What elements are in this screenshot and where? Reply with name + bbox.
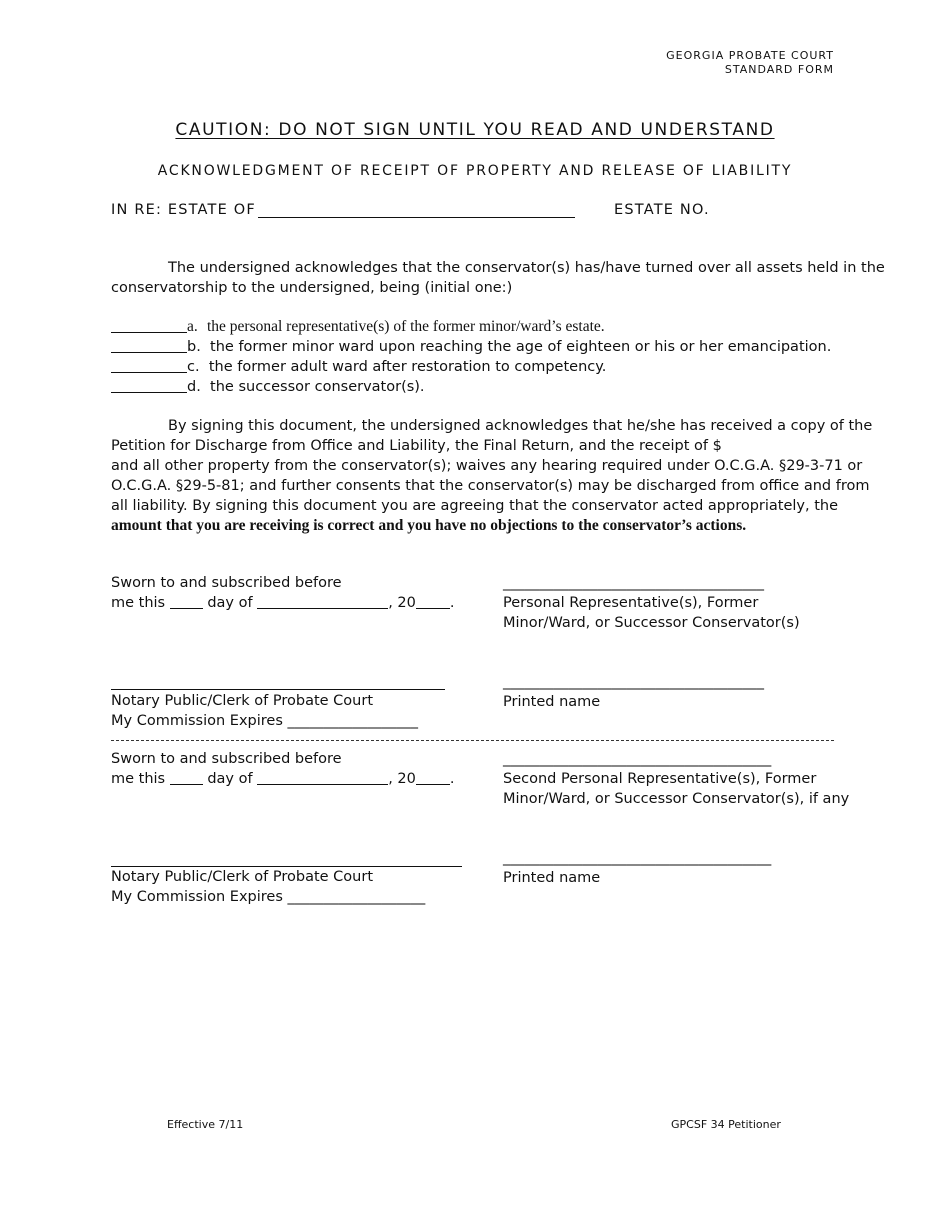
release-line-6-bold: amount that you are receiving is correct and you have no objections to the conservator’s actions. <box>111 517 747 534</box>
signature-block-1 <box>503 573 800 633</box>
estate-name-field[interactable] <box>258 217 575 218</box>
commission-expires[interactable]: My Commission Expires __________________ <box>111 713 418 729</box>
option-c-initial-field[interactable] <box>111 358 187 373</box>
signature-block-2 <box>503 749 849 809</box>
sworn-text: Sworn to and subscribed before <box>111 575 342 591</box>
printed-name-line[interactable]: _____________________________________ <box>503 850 772 866</box>
signature-line[interactable]: ____________________________________ <box>503 575 764 591</box>
day-field[interactable] <box>170 594 203 609</box>
option-text: the successor conservator(s). <box>210 379 425 395</box>
release-line-4: O.C.G.A. §29-5-81; and further consents that the conservator(s) may be discharged from office and from <box>111 478 870 494</box>
notary-block-2 <box>111 749 455 789</box>
caution-title: CAUTION: DO NOT SIGN UNTIL YOU READ AND UNDERSTAND <box>175 120 775 140</box>
option-letter: d. <box>187 379 201 395</box>
effective-date: Effective 7/11 <box>167 1118 244 1131</box>
option-c <box>111 357 831 377</box>
option-d-initial-field[interactable] <box>111 378 187 393</box>
option-letter: c. <box>187 359 200 375</box>
signature-line[interactable]: _____________________________________ <box>503 751 772 767</box>
option-d <box>111 377 831 397</box>
option-a <box>111 317 831 337</box>
signature-label-2: Minor/Ward, or Successor Conservator(s), if any <box>503 791 850 807</box>
year-field[interactable] <box>416 770 450 785</box>
signature-label-1: Personal Representative(s), Former <box>503 595 759 611</box>
notary-info-1 <box>111 691 418 731</box>
release-line-5: all liability. By signing this document you are agreeing that the conservator acted appropriately, the <box>111 498 839 514</box>
printed-name-block-2 <box>503 848 771 888</box>
year-field[interactable] <box>416 594 450 609</box>
printed-name-block-1 <box>503 672 764 712</box>
intro-line-1: The undersigned acknowledges that the conservator(s) has/have turned over all assets held in the <box>168 260 885 276</box>
court-name: GEORGIA PROBATE COURT <box>666 49 834 62</box>
intro-line-2: conservatorship to the undersigned, being (initial one:) <box>111 280 513 296</box>
option-b-initial-field[interactable] <box>111 338 187 353</box>
signature-label-1: Second Personal Representative(s), Former <box>503 771 817 787</box>
option-letter: b. <box>187 339 201 355</box>
document-subtitle: ACKNOWLEDGMENT OF RECEIPT OF PROPERTY AND RELEASE OF LIABILITY <box>157 163 793 179</box>
option-a-initial-field[interactable] <box>111 318 187 333</box>
release-paragraph <box>111 416 872 536</box>
day-of-label: day of <box>207 595 253 611</box>
printed-name-label: Printed name <box>503 870 601 886</box>
date-line: me this day of , 20 . <box>111 771 455 787</box>
option-letter: a. <box>187 318 198 335</box>
month-field[interactable] <box>257 770 388 785</box>
release-line-3: and all other property from the conservator(s); waives any hearing required under O.C.G.A. §29-3-71 or <box>111 458 863 474</box>
option-text: the former minor ward upon reaching the age of eighteen or his or her emancipation. <box>210 339 832 355</box>
notary-block-1 <box>111 573 455 613</box>
release-line-2: Petition for Discharge from Office and Liability, the Final Return, and the receipt of $ <box>111 438 722 454</box>
notary-label: Notary Public/Clerk of Probate Court <box>111 693 374 709</box>
notary-info-2 <box>111 867 425 907</box>
printed-name-label: Printed name <box>503 694 601 710</box>
option-text: the personal representative(s) of the former minor/ward’s estate. <box>206 318 605 335</box>
form-type: STANDARD FORM <box>724 63 834 76</box>
notary-signature-line[interactable] <box>111 689 445 690</box>
month-field[interactable] <box>257 594 388 609</box>
day-of-label: day of <box>207 771 253 787</box>
estate-of-label: IN RE: ESTATE OF <box>111 202 256 218</box>
sworn-text: Sworn to and subscribed before <box>111 751 342 767</box>
year-label: , 20 <box>388 595 416 611</box>
intro-paragraph <box>111 258 885 298</box>
day-field[interactable] <box>170 770 203 785</box>
printed-name-line[interactable]: ____________________________________ <box>503 674 764 690</box>
option-b <box>111 337 831 357</box>
option-text: the former adult ward after restoration to competency. <box>208 359 607 375</box>
date-line: me this day of , 20 . <box>111 595 455 611</box>
form-id: GPCSF 34 Petitioner <box>671 1118 781 1131</box>
initial-options <box>111 317 831 397</box>
me-this-label: me this <box>111 771 166 787</box>
signature-label-2: Minor/Ward, or Successor Conservator(s) <box>503 615 800 631</box>
year-label: , 20 <box>388 771 416 787</box>
estate-number-label: ESTATE NO. <box>614 202 710 218</box>
me-this-label: me this <box>111 595 166 611</box>
commission-expires[interactable]: My Commission Expires ___________________ <box>111 889 426 905</box>
form-header <box>666 49 834 77</box>
section-divider <box>111 740 834 741</box>
release-line-1: By signing this document, the undersigned acknowledges that he/she has received a copy of the <box>168 418 873 434</box>
notary-label: Notary Public/Clerk of Probate Court <box>111 869 374 885</box>
